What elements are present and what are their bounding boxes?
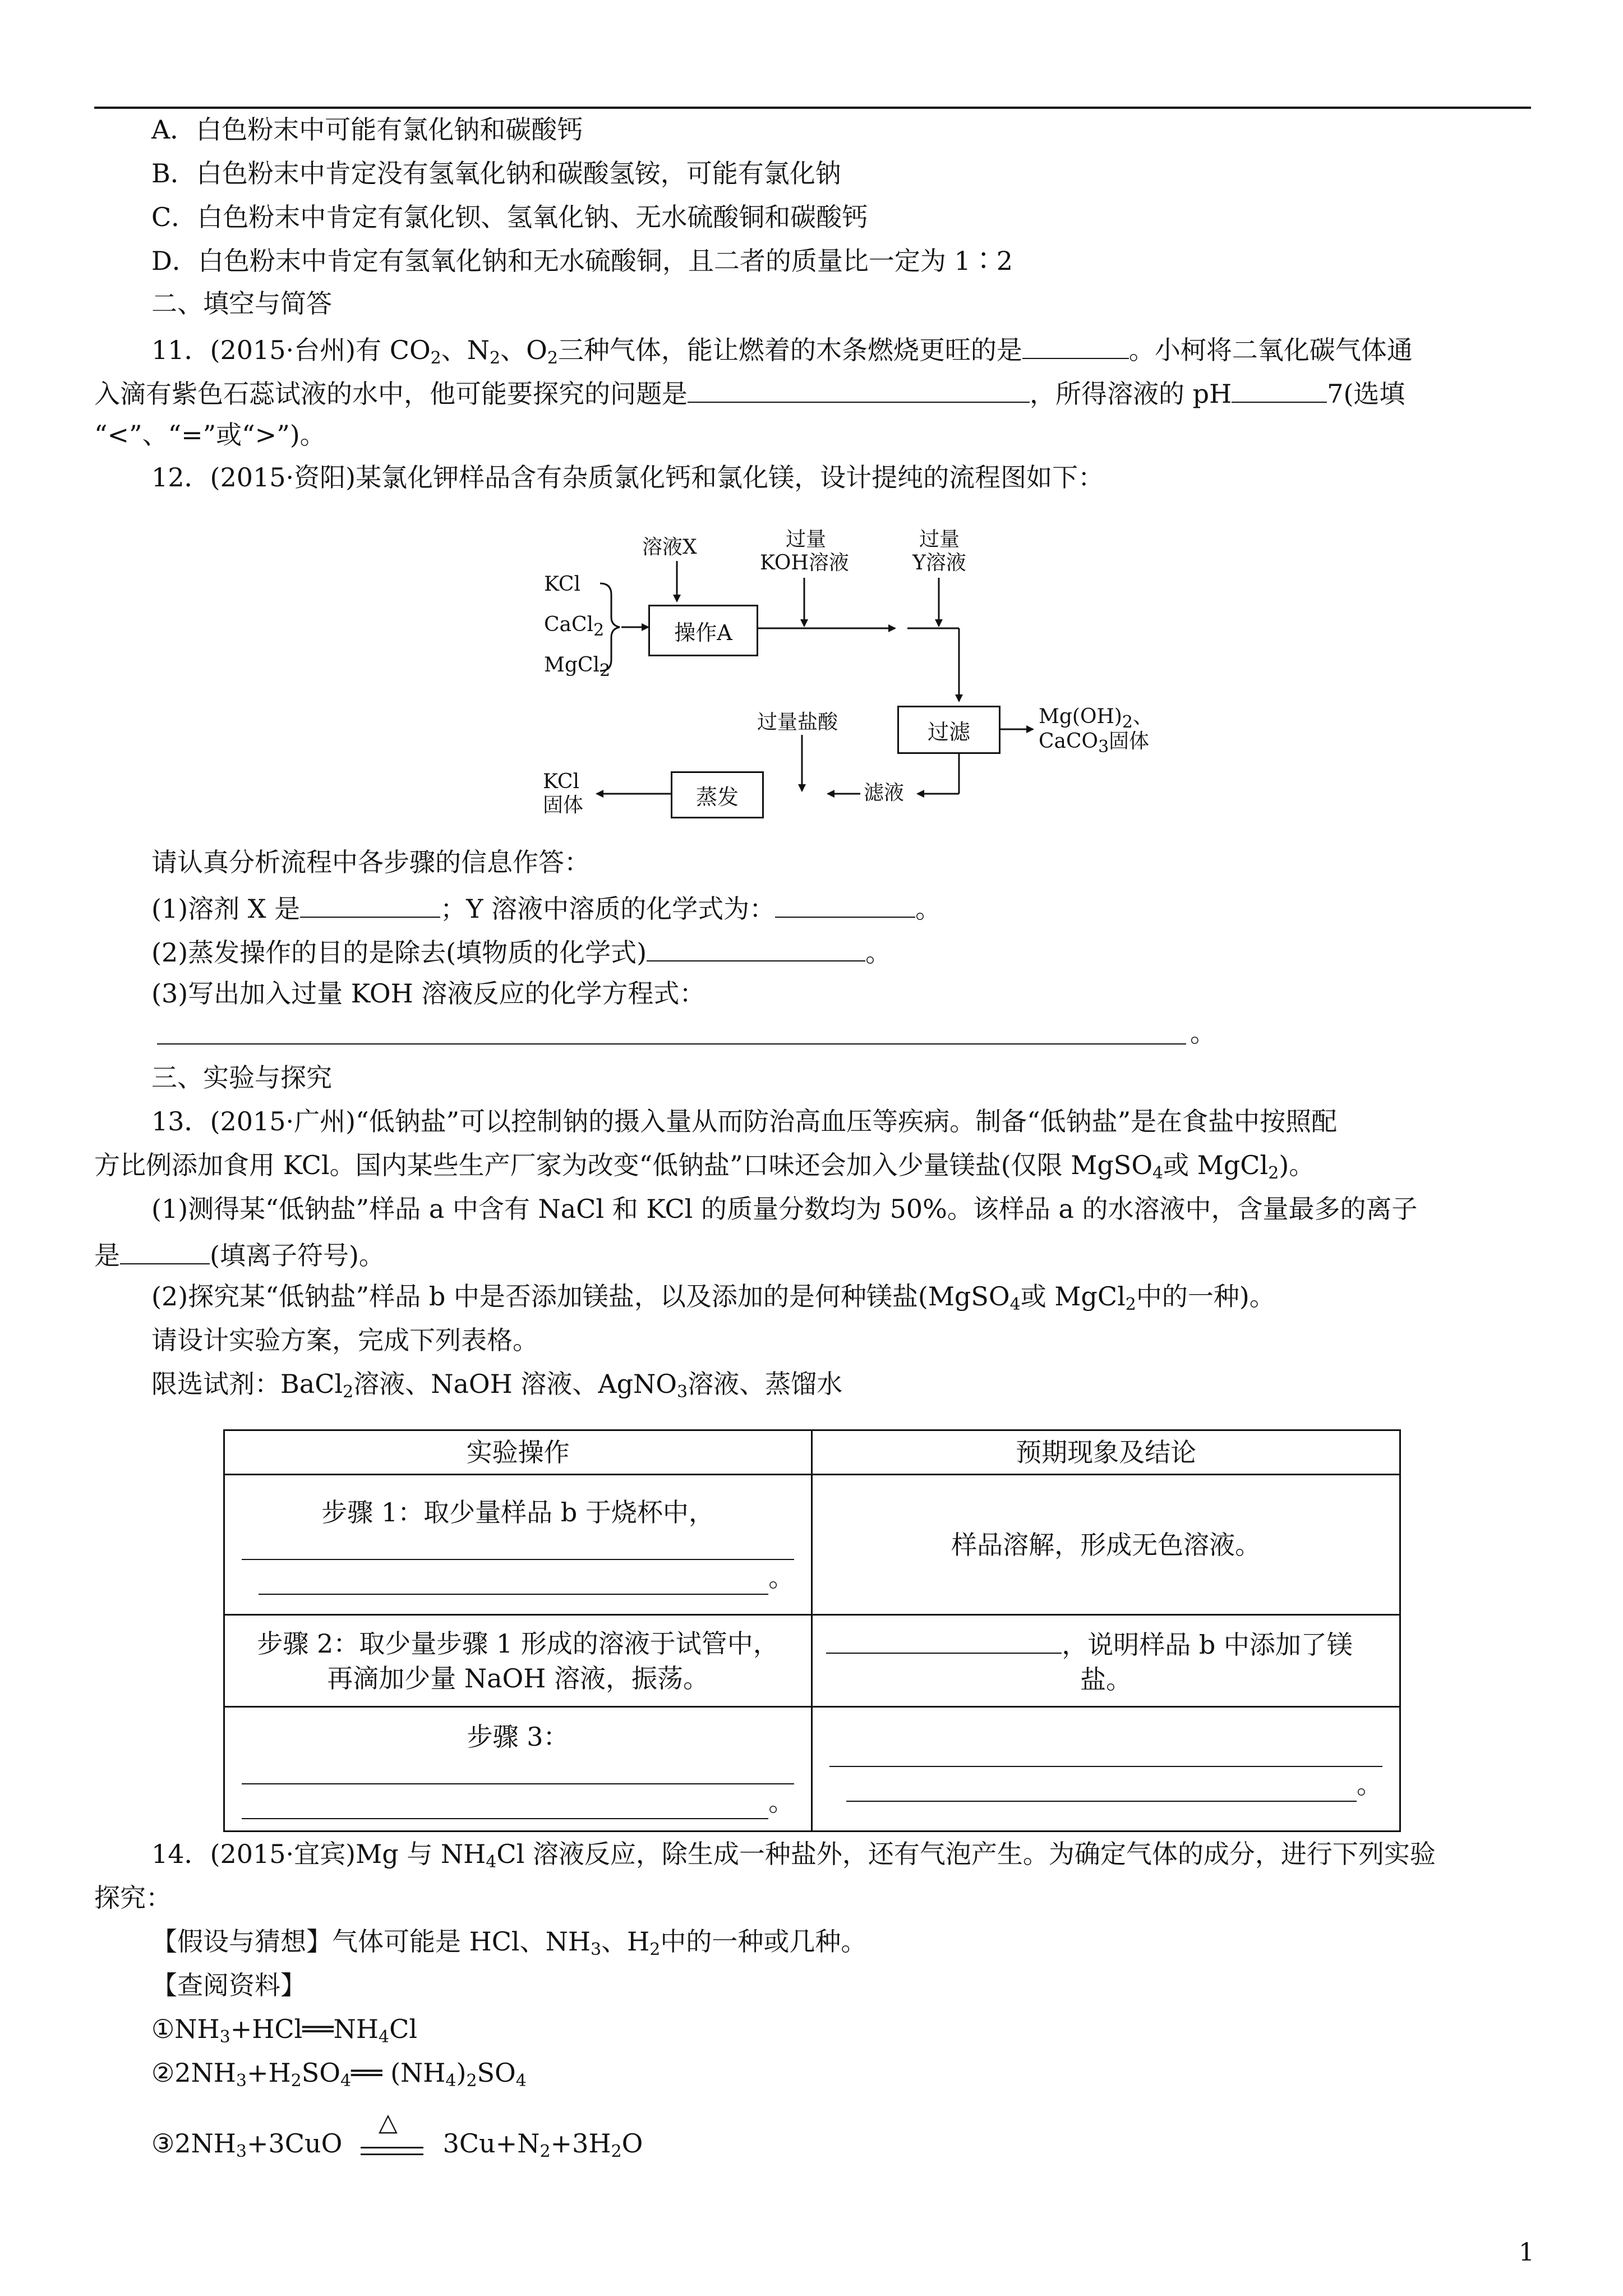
step-2-result <box>812 1615 1400 1707</box>
subscript: 2 <box>1122 712 1133 732</box>
q13-line-7 <box>151 1366 842 1410</box>
flow-ppt-text: 、 <box>1133 705 1154 728</box>
step-3-text: 步骤 3： <box>467 1721 569 1752</box>
q13-line-2 <box>94 1148 1315 1191</box>
q13-text: 溶液、蒸馏水 <box>688 1369 843 1399</box>
q11-text: 、O <box>500 335 547 365</box>
q13-line-5 <box>151 1279 1275 1322</box>
q11-text: 入滴有紫色石蕊试液的水中，他可能要探究的问题是 <box>94 379 688 409</box>
experiment-table <box>223 1429 1401 1832</box>
eq-text: ══ (NH <box>351 2058 446 2088</box>
q12-sub-3: (3)写出加入过量 KOH 溶液反应的化学方程式： <box>151 978 706 1009</box>
subscript: 2 <box>490 348 501 368</box>
subscript: 2 <box>1268 1163 1279 1183</box>
q13-line-6: 请设计实验方案，完成下列表格。 <box>151 1325 538 1355</box>
step-2-result-blank[interactable] <box>826 1625 1062 1654</box>
q11-line-3: “<”、“=”或“>”)。 <box>94 420 326 450</box>
step-1-blank-1[interactable] <box>242 1530 794 1560</box>
q12-equation-blank[interactable] <box>157 1043 1186 1045</box>
q12-blank-y[interactable] <box>775 889 915 918</box>
q12-text: (2)蒸发操作的目的是除去(填物质的化学式) <box>151 937 647 968</box>
subscript: 3 <box>677 1382 688 1402</box>
q13-line-3: (1)测得某“低钠盐”样品 a 中含有 NaCl 和 KCl 的质量分数均为 50%。该样品 a 的水溶液中，含量最多的离子 <box>151 1194 1418 1224</box>
q11-source: (2015·台州) <box>210 335 356 365</box>
table-header-row <box>224 1430 1400 1475</box>
q12-sub-2 <box>151 932 891 970</box>
q13-text: 或 MgCl <box>1020 1281 1126 1312</box>
q11-line-1 <box>151 330 1413 376</box>
table-row <box>224 1707 1400 1832</box>
equals-bar-bottom <box>361 2154 423 2155</box>
eq-text: +3H <box>550 2128 611 2159</box>
subscript: 3 <box>236 2142 247 2161</box>
q13-text: (2)探究某“低钠盐”样品 b 中是否添加镁盐，以及添加的是何种镁盐(MgSO <box>151 1281 1010 1312</box>
q12-text: 。 <box>865 937 892 968</box>
eq-text: SO <box>301 2058 340 2088</box>
step-2-result-text: ，说明样品 b 中添加了镁 <box>1062 1630 1353 1660</box>
subscript: 2 <box>649 1940 661 1959</box>
step-1-cell <box>224 1475 812 1615</box>
step-1-blank-2[interactable] <box>259 1565 768 1595</box>
q14-text: Cl 溶液反应，除生成一种盐外，还有气泡产生。为确定气体的成分，进行下列实验 <box>496 1839 1436 1869</box>
end-mark: 。 <box>768 1786 795 1817</box>
q12-end-mark: 。 <box>1190 1018 1216 1048</box>
q11-blank-2[interactable] <box>688 374 1030 403</box>
subscript: 4 <box>340 2071 352 2091</box>
eq-text: ①NH <box>151 2014 220 2044</box>
subscript: 2 <box>343 1382 354 1402</box>
table-row <box>224 1615 1400 1707</box>
q12-text: 。 <box>915 894 942 924</box>
q14-text: 【假设与猜想】气体可能是 HCl、NH <box>151 1926 591 1957</box>
step-2-text-1: 步骤 2：取少量步骤 1 形成的溶液于试管中， <box>257 1628 779 1659</box>
flow-ppt-text: 固体 <box>1109 730 1150 753</box>
q13-blank-ion[interactable] <box>120 1235 210 1264</box>
subscript: 4 <box>379 2027 390 2047</box>
q11-text: 。小柯将二氧化碳气体通 <box>1128 335 1413 365</box>
eq-text: SO <box>477 2058 516 2088</box>
q11-line-2 <box>94 374 1405 411</box>
q11-blank-1[interactable] <box>1022 330 1129 359</box>
delta-symbol: △ <box>378 2108 398 2137</box>
q14-references: 【查阅资料】 <box>151 1970 306 2000</box>
step-1-blank-2-row <box>242 1560 794 1595</box>
q14-equation-1 <box>151 2012 417 2055</box>
page-number: 1 <box>1519 2238 1534 2267</box>
q12-blank-evap[interactable] <box>647 932 865 961</box>
step-2-text-2: 再滴加少量 NaOH 溶液，振荡。 <box>327 1663 709 1694</box>
q13-text: 限选试剂：BaCl <box>151 1369 343 1399</box>
subscript: 2 <box>1125 1295 1136 1314</box>
q13-text: (填离子符号)。 <box>210 1240 385 1271</box>
step-3-result <box>812 1707 1400 1832</box>
flow-kcl-solid-2: 固体 <box>543 794 584 817</box>
flow-kcl-solid-1: KCl <box>543 770 579 793</box>
q14-equation-3 <box>151 2108 643 2169</box>
subscript: 2 <box>599 661 611 680</box>
step-3-result-blank-2[interactable] <box>846 1772 1357 1802</box>
flow-solvent-x: 溶液X <box>642 536 697 559</box>
step-1-text: 步骤 1：取少量样品 b 于烧杯中， <box>321 1497 714 1527</box>
equals-bar-top <box>361 2147 423 2148</box>
step-1-result: 样品溶解，形成无色溶液。 <box>812 1475 1400 1615</box>
q13-text: 溶液、NaOH 溶液、AgNO <box>353 1369 677 1399</box>
eq-text: +HCl══NH <box>230 2014 379 2044</box>
eq-text: 3Cu+N <box>442 2128 540 2159</box>
step-2-cell <box>224 1615 812 1707</box>
step-2-result-line-2: 盐。 <box>1080 1664 1132 1695</box>
q14-text: 中的一种或几种。 <box>660 1926 867 1957</box>
subscript: 2 <box>547 348 558 368</box>
subscript: 4 <box>515 2071 527 2091</box>
q12-sub-1 <box>151 889 941 926</box>
section-2-title: 二、填空与简答 <box>151 288 332 319</box>
flow-filter-box: 过滤 <box>897 706 1000 754</box>
q14-text: 、H <box>601 1926 650 1957</box>
subscript: 4 <box>1152 1163 1164 1183</box>
eq-text: Cl <box>389 2014 418 2044</box>
eq-text: ) <box>456 2058 467 2088</box>
step-3-result-blank-1[interactable] <box>829 1737 1382 1767</box>
flow-ppt-text: Mg(OH) <box>1039 705 1122 728</box>
option-d: D．白色粉末中肯定有氢氧化钠和无水硫酸铜，且二者的质量比一定为 1∶2 <box>151 246 1013 276</box>
q13-text: 或 MgCl <box>1163 1150 1269 1180</box>
flow-precipitate-2 <box>1039 729 1149 760</box>
end-mark: 。 <box>768 1562 795 1593</box>
flow-koh-2: KOH溶液 <box>760 551 849 574</box>
flow-mgcl2 <box>544 653 610 683</box>
q14-line-1 <box>151 1837 1436 1880</box>
option-b: B．白色粉末中肯定没有氢氧化钠和碳酸氢铵，可能有氯化钠 <box>151 158 841 188</box>
subscript: 2 <box>540 2142 551 2161</box>
q11-text: 7(选填 <box>1327 379 1405 409</box>
option-c: C．白色粉末中肯定有氯化钡、氢氧化钠、无水硫酸铜和碳酸钙 <box>151 202 868 232</box>
flowchart-arrows <box>527 516 1200 813</box>
flow-evaporate-box: 蒸发 <box>671 771 764 818</box>
option-a: A．白色粉末中可能有氯化钠和碳酸钙 <box>151 114 583 145</box>
q13-text: )。 <box>1279 1150 1315 1180</box>
q11-text: 有 CO <box>356 335 431 365</box>
q14-equation-2 <box>151 2055 527 2099</box>
subscript: 2 <box>611 2142 622 2161</box>
eq-text: +3CuO <box>246 2128 343 2159</box>
subscript: 4 <box>486 1852 497 1872</box>
subscript: 2 <box>466 2071 477 2091</box>
flow-excess-hcl: 过量盐酸 <box>757 711 838 734</box>
flow-mgcl-text: MgCl <box>544 654 600 677</box>
step-3-blank-2-row <box>242 1784 794 1819</box>
subscript: 3 <box>219 2027 230 2047</box>
flow-kcl: KCl <box>544 573 580 596</box>
table-row <box>224 1475 1400 1615</box>
q11-text: 三种气体，能让燃着的木条燃烧更旺的是 <box>557 335 1022 365</box>
q14-hypothesis <box>151 1924 866 1967</box>
q12-text: ；Y 溶液中溶质的化学式为： <box>440 894 776 924</box>
q13-text: 是 <box>94 1240 120 1271</box>
q11-text: ，所得溶液的 pH <box>1030 379 1232 409</box>
q13-text: 方比例添加食用 KCl。国内某些生产厂家为改变“低钠盐”口味还会加入少量镁盐(仅限 MgSO <box>94 1150 1153 1180</box>
eq-text: ③2NH <box>151 2128 236 2159</box>
subscript: 4 <box>1009 1295 1021 1314</box>
eq-text: +H <box>246 2058 291 2088</box>
subscript: 3 <box>591 1940 602 1959</box>
purification-flowchart <box>527 516 1200 817</box>
step-3-blank-2[interactable] <box>242 1789 768 1819</box>
step-3-blank-1[interactable] <box>242 1754 794 1784</box>
header-result: 预期现象及结论 <box>812 1430 1400 1475</box>
flow-cacl-text: CaCl <box>544 613 594 636</box>
flow-ppt-text: CaCO <box>1039 730 1099 753</box>
header-operation: 实验操作 <box>224 1430 812 1475</box>
section-3-title: 三、实验与探究 <box>151 1062 332 1093</box>
end-mark: 。 <box>1357 1769 1382 1800</box>
flow-filtrate: 滤液 <box>864 781 905 804</box>
subscript: 4 <box>445 2071 457 2091</box>
q13-line-1: 13．(2015·广州)“低钠盐”可以控制钠的摄入量从而防治高血压等疾病。制备“低钠盐”是在食盐中按照配 <box>151 1106 1338 1137</box>
flow-y-1: 过量 <box>919 528 960 551</box>
subscript: 2 <box>291 2071 302 2091</box>
subscript: 2 <box>593 620 605 640</box>
q12-title: 12．(2015·资阳)某氯化钾样品含有杂质氯化钙和氯化镁，设计提纯的流程图如下： <box>151 462 1104 493</box>
flow-cacl2 <box>544 613 604 643</box>
q12-text: (1)溶剂 X 是 <box>151 894 301 924</box>
flow-y-2: Y溶液 <box>912 551 966 574</box>
q14-text: 14．(2015·宜宾)Mg 与 NH <box>151 1839 486 1869</box>
q11-text: 、N <box>441 335 490 365</box>
q14-line-2: 探究： <box>94 1883 172 1913</box>
step-2-result-line-1 <box>826 1625 1386 1662</box>
heating-equals-sign <box>351 2108 435 2169</box>
eq-text: O <box>621 2128 643 2159</box>
subscript: 2 <box>430 348 441 368</box>
q12-instruction: 请认真分析流程中各步骤的信息作答： <box>151 847 590 877</box>
q12-blank-x[interactable] <box>300 889 440 918</box>
flow-op-a-box: 操作A <box>648 605 758 656</box>
q11-blank-3[interactable] <box>1232 374 1327 403</box>
subscript: 3 <box>236 2071 247 2091</box>
step-3-result-blank-2-row <box>829 1767 1382 1802</box>
q11-number: 11． <box>151 335 210 365</box>
flow-koh-1: 过量 <box>785 528 826 551</box>
step-3-cell <box>224 1707 812 1832</box>
q13-text: 中的一种)。 <box>1136 1281 1275 1312</box>
header-rule <box>94 107 1531 109</box>
q13-line-4 <box>94 1235 385 1273</box>
subscript: 3 <box>1098 737 1109 757</box>
eq-text: ②2NH <box>151 2058 236 2088</box>
